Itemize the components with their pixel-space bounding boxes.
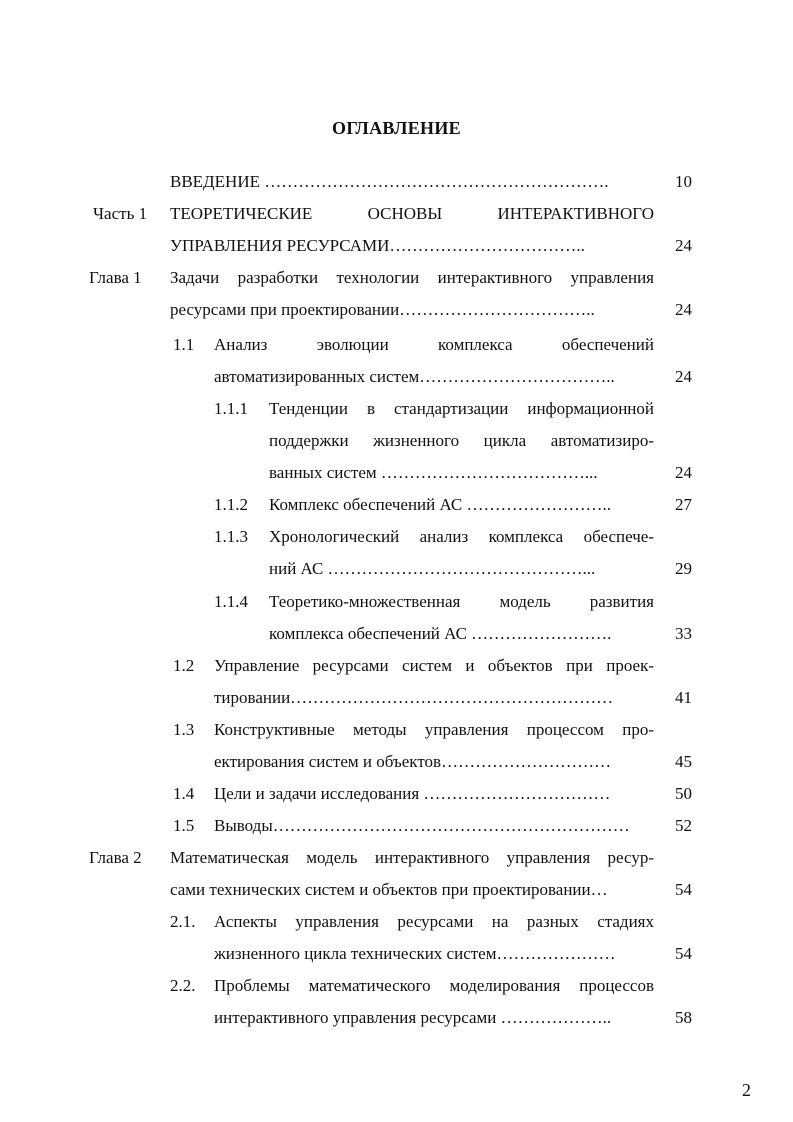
- toc-entry-1-2-num: 1.2: [173, 656, 195, 675]
- toc-entry-1-1-line2: автоматизированных систем……………………………..: [214, 367, 615, 386]
- toc-entry-1-1-2-line1: Комплекс обеспечений АС ……………………..: [269, 495, 612, 514]
- toc-entry-1-1-1-line2: поддержки жизненного цикла автоматизиро-: [269, 431, 654, 450]
- toc-entry-2-2-line2: интерактивного управления ресурсами ………………..: [214, 1008, 612, 1027]
- toc-entry-2-1-page: 54: [675, 944, 692, 963]
- page-title: ОГЛАВЛЕНИЕ: [332, 118, 461, 138]
- toc-entry-1-5-num: 1.5: [173, 816, 195, 835]
- toc-entry-1-3-line1: Конструктивные методы управления процессом про-: [214, 720, 654, 739]
- toc-entry-1-1-4-line2: комплекса обеспечений АС …………………….: [269, 624, 612, 643]
- toc-entry-part1-page: 24: [675, 236, 692, 255]
- toc-entry-part1-label: Часть 1: [93, 204, 148, 223]
- toc-entry-chapter1-line1: Задачи разработки технологии интерактивного управления: [170, 268, 654, 287]
- toc-entry-1-2-line2: тировании…………………………………………………: [214, 688, 614, 707]
- page-number: 2: [742, 1080, 751, 1100]
- toc-entry-chapter1-page: 24: [675, 300, 692, 319]
- toc-entry-1-1-line1: Анализ эволюции комплекса обеспечений: [214, 335, 654, 354]
- toc-entry-2-2-line1: Проблемы математического моделирования процессов: [214, 976, 654, 995]
- toc-entry-1-1-1-num: 1.1.1: [214, 399, 248, 418]
- toc-entry-1-5-line1: Выводы………………………………………………………: [214, 816, 630, 835]
- toc-entry-2-2-page: 58: [675, 1008, 692, 1027]
- toc-entry-intro-text: ВВЕДЕНИЕ …………………………………………………….: [170, 172, 609, 191]
- toc-entry-1-1-2-num: 1.1.2: [214, 495, 248, 514]
- toc-entry-1-3-line2: ектирования систем и объектов…………………………: [214, 752, 612, 771]
- toc-entry-1-1-2-page: 27: [675, 495, 692, 514]
- toc-entry-chapter2-page: 54: [675, 880, 692, 899]
- toc-entry-chapter2-line2: сами технических систем и объектов при проектировании…: [170, 880, 608, 899]
- toc-entry-part1-line2: УПРАВЛЕНИЯ РЕСУРСАМИ……………………………..: [170, 236, 585, 255]
- toc-entry-2-1-line1: Аспекты управления ресурсами на разных стадиях: [214, 912, 654, 931]
- toc-entry-1-1-page: 24: [675, 367, 692, 386]
- toc-entry-2-2-num: 2.2.: [170, 976, 196, 995]
- toc-entry-1-1-3-line1: Хронологический анализ комплекса обеспече-: [269, 527, 654, 546]
- toc-entry-1-1-4-page: 33: [675, 624, 692, 643]
- toc-entry-chapter2-label: Глава 2: [89, 848, 142, 867]
- toc-entry-1-1-1-page: 24: [675, 463, 692, 482]
- toc-entry-chapter1-line2: ресурсами при проектировании……………………………..: [170, 300, 595, 319]
- toc-entry-2-1-num: 2.1.: [170, 912, 196, 931]
- toc-entry-1-1-1-line1: Тенденции в стандартизации информационной: [269, 399, 654, 418]
- toc-entry-1-1-4-line1: Теоретико-множественная модель развития: [269, 592, 654, 611]
- toc-entry-1-4-page: 50: [675, 784, 692, 803]
- toc-entry-1-5-page: 52: [675, 816, 692, 835]
- toc-entry-1-1-3-page: 29: [675, 559, 692, 578]
- toc-entry-intro-page: 10: [675, 172, 692, 191]
- toc-entry-1-1-4-num: 1.1.4: [214, 592, 248, 611]
- toc-entry-1-3-page: 45: [675, 752, 692, 771]
- toc-entry-1-1-3-num: 1.1.3: [214, 527, 248, 546]
- toc-entry-part1-line1: ТЕОРЕТИЧЕСКИЕ ОСНОВЫ ИНТЕРАКТИВНОГО: [170, 204, 654, 223]
- toc-entry-chapter1-label: Глава 1: [89, 268, 142, 287]
- toc-entry-1-2-line1: Управление ресурсами систем и объектов при проек-: [214, 656, 654, 675]
- toc-entry-chapter2-line1: Математическая модель интерактивного управления ресур-: [170, 848, 654, 867]
- toc-entry-1-4-num: 1.4: [173, 784, 195, 803]
- toc-entry-2-1-line2: жизненного цикла технических систем…………………: [214, 944, 616, 963]
- toc-entry-1-2-page: 41: [675, 688, 692, 707]
- toc-entry-1-1-1-line3: ванных систем ………………………………...: [269, 463, 598, 482]
- toc-entry-1-3-num: 1.3: [173, 720, 195, 739]
- toc-entry-1-1-3-line2: ний АС ………………………………………...: [269, 559, 596, 578]
- toc-entry-1-4-line1: Цели и задачи исследования ……………………………: [214, 784, 611, 803]
- toc-entry-1-1-num: 1.1: [173, 335, 195, 354]
